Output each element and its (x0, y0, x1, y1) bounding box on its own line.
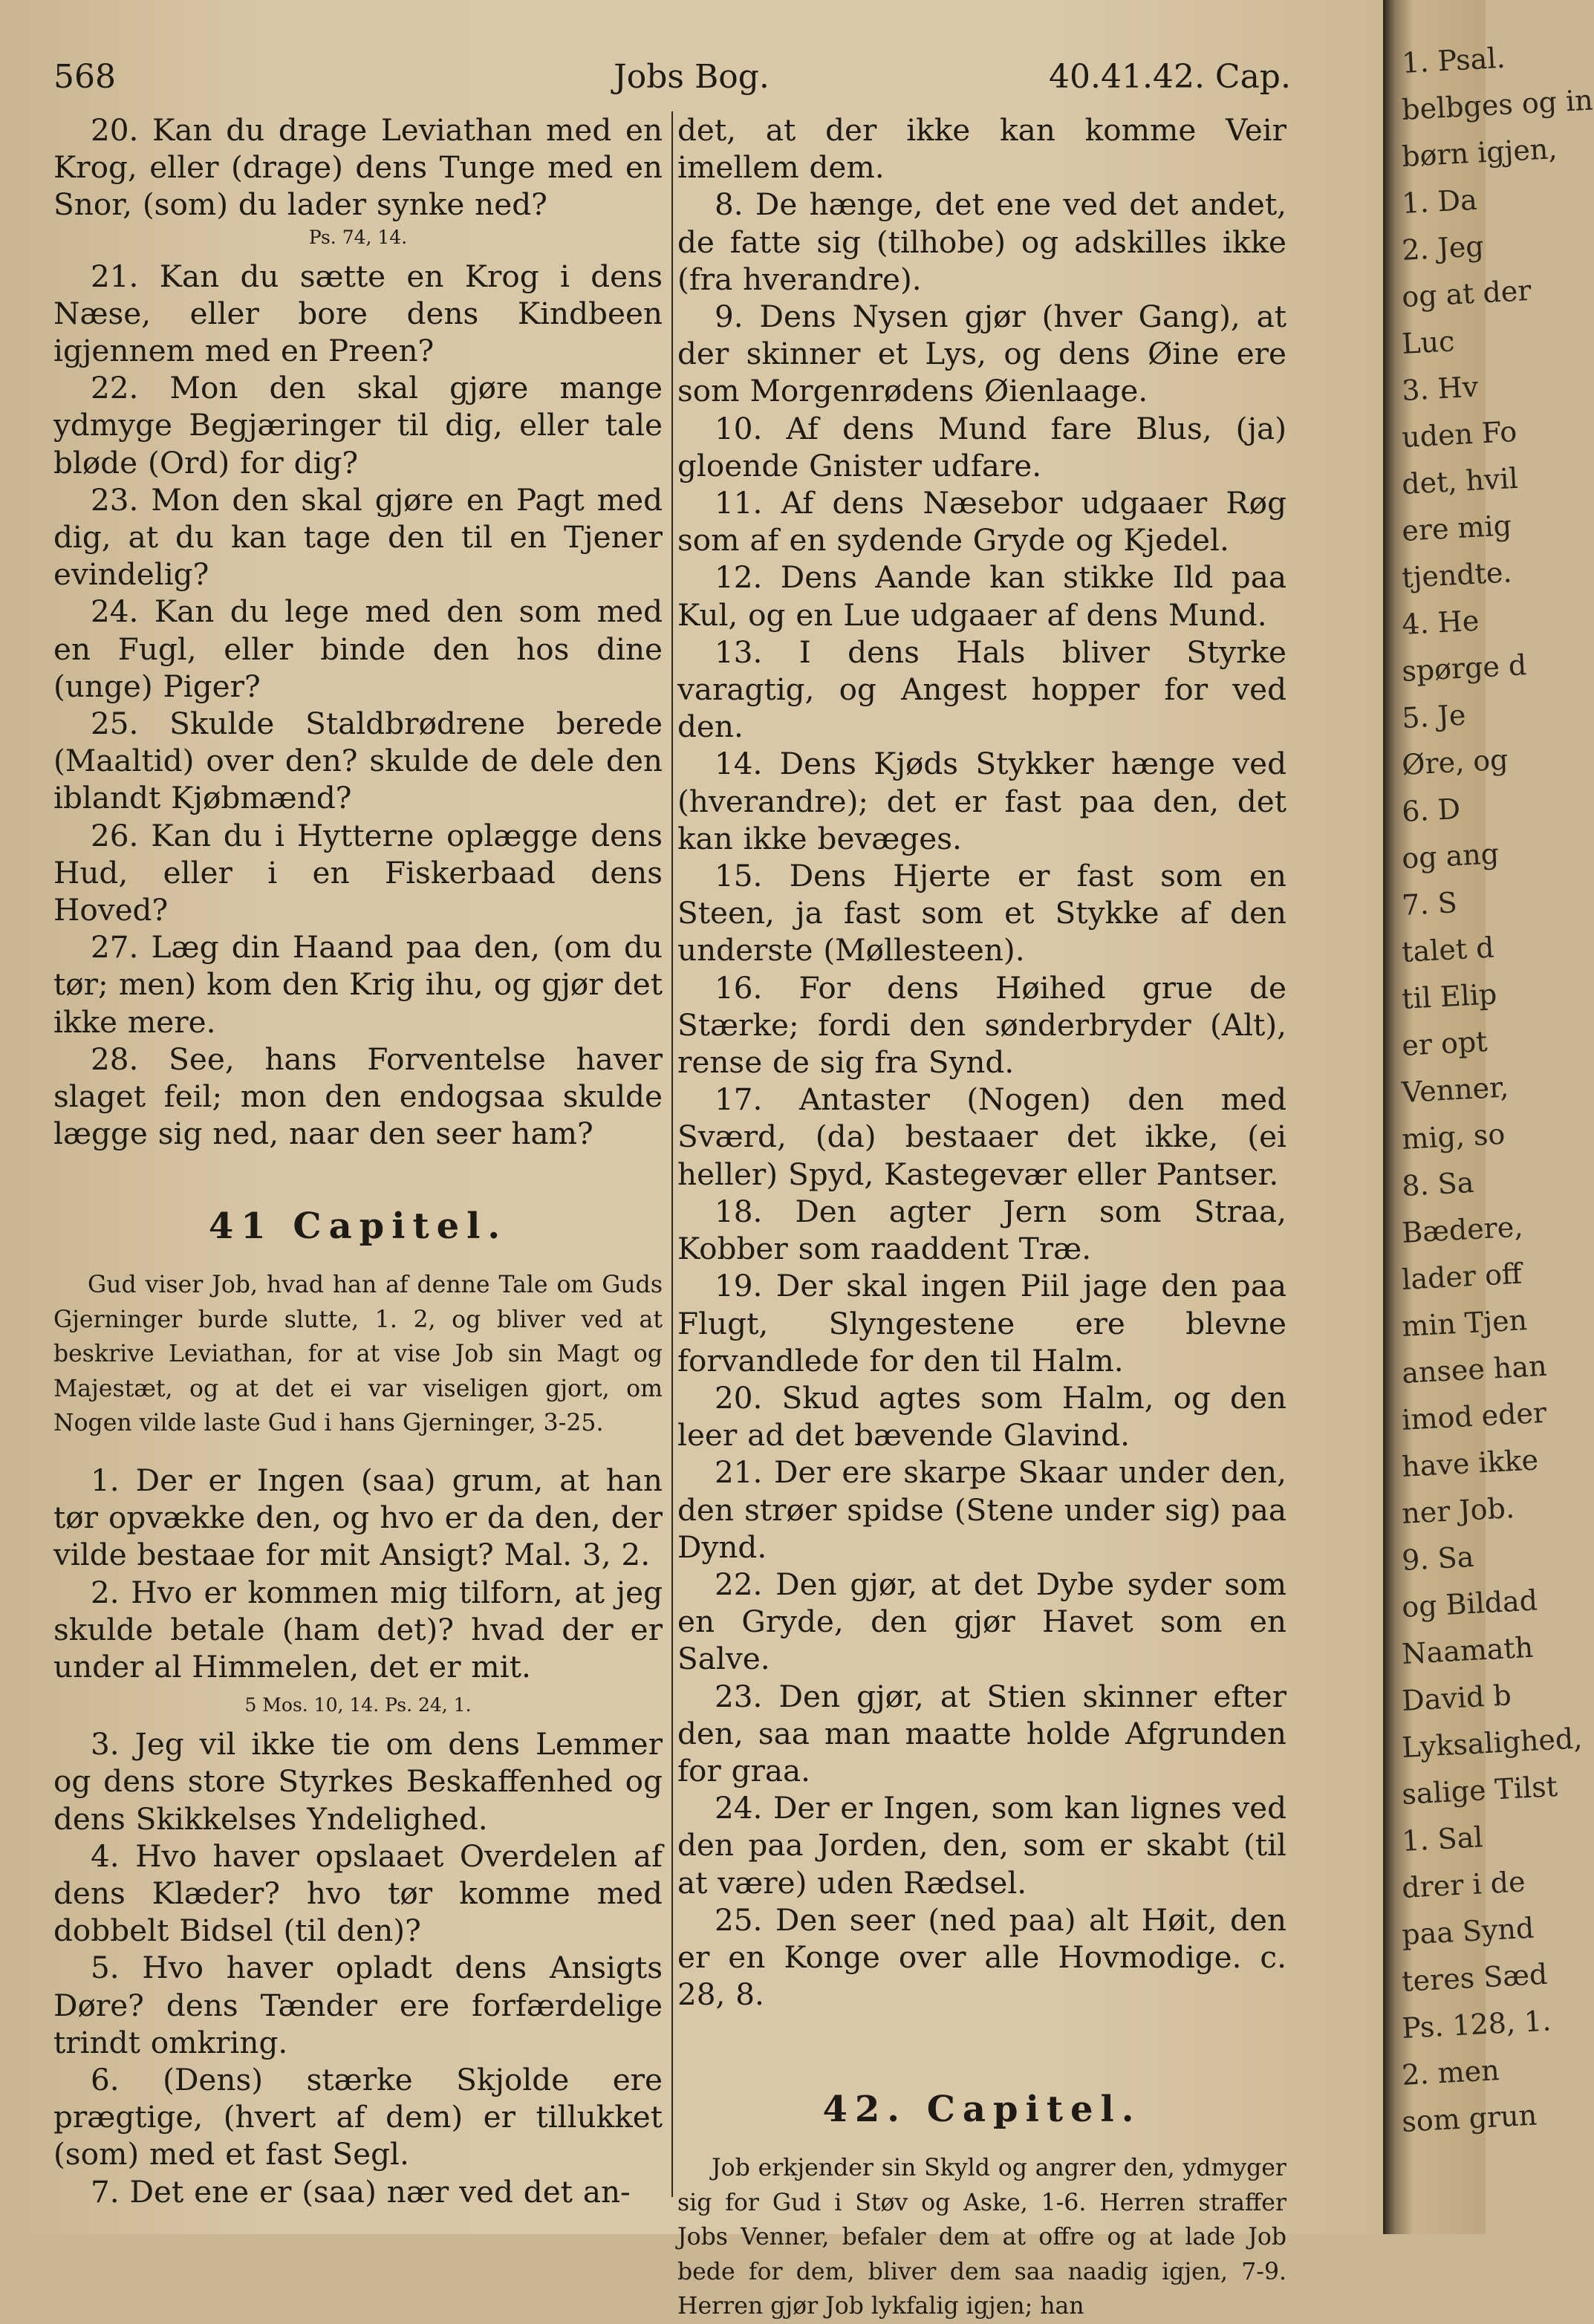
chapter-range: 40.41.42. Cap. (1049, 58, 1291, 96)
chapter-summary: Job erkjender sin Skyld og angrer den, ydmyger sig for Gud i Støv og Aske, 1-6. Herren straffer Jobs Venner, befaler dem at offre og at lade Job bede for dem, bliver dem saa naadig igjen, 7-9. Herren gjør Job lykfalig igjen; han (677, 2155, 1286, 2320)
verse: 1. Der er Ingen (saa) grum, at han tør opvække den, og hvo er da den, der vilde bestaae for mit Ansigt? Mal. 3, 2. (53, 1462, 663, 1573)
adjacent-page-edge (1383, 0, 1594, 2234)
adjacent-page-fragment: 2. Jeg (1401, 230, 1485, 267)
verse: 11. Af dens Næsebor udgaaer Røg som af en sydende Gryde og Kjedel. (677, 485, 1286, 559)
adjacent-page-fragment: børn igjen, (1401, 132, 1558, 173)
verse: 24. Der er Ingen, som kan lignes ved den paa Jorden, den, som er skabt (til at være) uden Rædsel. (677, 1790, 1286, 1901)
adjacent-page-fragment: 6. D (1401, 792, 1462, 828)
verse: 16. For dens Høihed grue de Stærke; fordi den sønderbryder (Alt), rense de sig fra Synd. (677, 969, 1286, 1081)
verse: 20. Kan du drage Leviathan med en Krog, eller (drage) dens Tunge med en Snor, (som) du lader synke ned? (53, 112, 663, 223)
verse: 14. Dens Kjøds Stykker hænge ved (hverandre); det er fast paa den, det kan ikke bevæges. (677, 746, 1286, 856)
verse: 20. Skud agtes som Halm, og den leer ad det bævende Glavind. (677, 1379, 1286, 1454)
verse: 9. Dens Nysen gjør (hver Gang), at der skinner et Lys, og dens Øine ere som Morgenrødens Øienlaage. (677, 299, 1286, 409)
adjacent-page-fragment: salige Tilst (1401, 1770, 1558, 1811)
adjacent-page-fragment: 9. Sa (1401, 1540, 1475, 1577)
adjacent-page-fragment: tjendte. (1401, 556, 1513, 594)
adjacent-page-fragment: Venner, (1401, 1070, 1510, 1109)
adjacent-page-fragment: belbges og in (1401, 83, 1594, 126)
verse: 27. Læg din Haand paa den, (om du tør; men) kom den Krig ihu, og gjør det ikke mere. (53, 929, 663, 1040)
verse: 22. Den gjør, at det Dybe syder som en Gryde, den gjør Havet som en Salve. (677, 1566, 1286, 1677)
adjacent-page-fragment: David b (1401, 1679, 1512, 1717)
verse: 12. Dens Aande kan stikke Ild paa Kul, og en Lue udgaaer af dens Mund. (677, 559, 1286, 633)
adjacent-page-fragment: imod eder (1401, 1396, 1548, 1436)
adjacent-page-fragment: Ps. 128, 1. (1401, 2004, 1552, 2045)
adjacent-page-fragment: 3. Hv (1401, 370, 1480, 407)
chapter-summary: Gud viser Job, hvad han af denne Tale om Guds Gjerninger burde slutte, 1. 2, og bliver ved at beskrive Leviathan, for at vise Job sin Magt og Majestæt, og at det ei var viseligen gjort, om Nogen vilde laste Gud i hans Gjerninger, 3-25. (53, 1272, 663, 1437)
adjacent-page-fragment: og Bildad (1401, 1583, 1539, 1624)
adjacent-page-fragment: 1. Sal (1401, 1820, 1484, 1858)
left-column (53, 111, 663, 2210)
adjacent-page-fragment: 5. Je (1401, 698, 1467, 735)
verse-continuation: det, at der ikke kan komme Veir imellem dem. (677, 112, 1286, 186)
adjacent-page-fragment: teres Sæd (1401, 1957, 1549, 1998)
adjacent-page-fragment: talet d (1401, 931, 1495, 969)
verse: 2. Hvo er kommen mig tilforn, at jeg skulde betale (ham det)? hvad der er under al Himmelen, det er mit. (53, 1574, 663, 1685)
verse: 23. Den gjør, at Stien skinner efter den, saa man maatte holde Afgrunden for graa. (677, 1678, 1286, 1788)
verse: 22. Mon den skal gjøre mange ydmyge Begjæringer til dig, eller tale bløde (Ord) for dig? (53, 370, 663, 481)
adjacent-page-fragment: ere mig (1401, 509, 1512, 547)
adjacent-page-fragment: Luc (1401, 325, 1456, 360)
verse: 17. Antaster (Nogen) den med Sværd, (da) bestaaer det ikke, (ei heller) Spyd, Kastegevær eller Pantser. (677, 1081, 1286, 1192)
verse: 15. Dens Hjerte er fast som en Steen, ja fast som et Stykke af den underste (Møllesteen). (677, 858, 1286, 969)
verse: 8. De hænge, det ene ved det andet, de fatte sig (tilhobe) og adskilles ikke (fra hverandre). (677, 186, 1286, 297)
adjacent-page-fragment: 1. Psal. (1401, 41, 1506, 79)
verse: 6. (Dens) stærke Skjolde ere prægtige, (hvert af dem) er tillukket (som) med et fast Segl. (53, 2062, 663, 2172)
verse: 18. Den agter Jern som Straa, Kobber som raaddent Træ. (677, 1193, 1286, 1267)
chapter-heading: 42. Capitel. (822, 2089, 1142, 2131)
verse: 5. Hvo haver opladt dens Ansigts Døre? dens Tænder ere forfærdelige trindt omkring. (53, 1950, 663, 2060)
cross-reference: 5 Mos. 10, 14. Ps. 24, 1. (244, 1694, 472, 1716)
verse: 10. Af dens Mund fare Blus, (ja) gloende Gnister udfare. (677, 410, 1286, 484)
page-number: 568 (53, 58, 116, 96)
right-column (677, 111, 1286, 2324)
adjacent-page-fragment: er opt (1401, 1024, 1489, 1062)
adjacent-page-fragment: det, hvil (1401, 461, 1519, 501)
adjacent-page-fragment: Naamath (1401, 1630, 1535, 1670)
adjacent-page-fragment: 2. men (1401, 2054, 1500, 2092)
adjacent-page-fragment: uden Fo (1401, 414, 1518, 454)
verse: 25. Skulde Staldbrødrene berede (Maaltid) over den? skulde de dele den iblandt Kjøbmænd? (53, 706, 663, 816)
adjacent-page-fragment: 8. Sa (1401, 1165, 1475, 1202)
verse: 21. Kan du sætte en Krog i dens Næse, eller bore dens Kindbeen igjennem med en Preen? (53, 258, 663, 369)
verse: 3. Jeg vil ikke tie om dens Lemmer og dens store Styrkes Beskaffenhed og dens Skikkelses Yndelighed. (53, 1726, 663, 1837)
adjacent-page-fragment: spørge d (1401, 648, 1528, 688)
adjacent-page-fragment: som grun (1401, 2098, 1538, 2138)
cross-reference: Ps. 74, 14. (308, 226, 408, 248)
adjacent-page-fragment: ansee han (1401, 1349, 1548, 1390)
verse: 21. Der ere skarpe Skaar under den, den strøer spidse (Stene under sig) paa Dynd. (677, 1454, 1286, 1565)
verse: 23. Mon den skal gjøre en Pagt med dig, at du kan tage den til en Tjener evindelig? (53, 481, 663, 593)
verse: 19. Der skal ingen Piil jage den paa Flugt, Slyngestene ere blevne forvandlede for den til Halm. (677, 1268, 1286, 1379)
adjacent-page-fragment: ner Job. (1401, 1491, 1515, 1530)
adjacent-page-fragment: til Elip (1401, 977, 1498, 1015)
adjacent-page-fragment: have ikke (1401, 1443, 1540, 1483)
verse: 24. Kan du lege med den som med en Fugl, eller binde den hos dine (unge) Piger? (53, 593, 663, 704)
verse: 4. Hvo haver opslaaet Overdelen af dens Klæder? hvo tør komme med dobbelt Bidsel (til den)? (53, 1838, 663, 1949)
verse: 26. Kan du i Hytterne oplægge dens Hud, eller i en Fiskerbaad dens Hoved? (53, 817, 663, 928)
running-title: Jobs Bog. (614, 58, 770, 96)
verse: 7. Det ene er (saa) nær ved det an- (91, 2173, 631, 2210)
adjacent-page-fragment: 1. Da (1401, 183, 1478, 220)
verse: 25. Den seer (ned paa) alt Høit, den er en Konge over alle Hovmodige. c. 28, 8. (677, 1901, 1286, 2013)
adjacent-page-fragment: 4. He (1401, 604, 1480, 641)
verse: 28. See, hans Forventelse haver slaget feil; mon den endogsaa skulde lægge sig ned, naar den seer ham? (53, 1041, 663, 1152)
adjacent-page-fragment: og ang (1401, 837, 1500, 875)
adjacent-page-fragment: 7. S (1401, 886, 1458, 922)
adjacent-page-fragment: drer i de (1401, 1865, 1526, 1904)
column-divider (671, 111, 673, 2197)
adjacent-page-fragment: Bædere, (1401, 1210, 1524, 1249)
adjacent-page-fragment: Øre, og (1401, 743, 1509, 781)
adjacent-page-fragment: lader off (1401, 1257, 1523, 1296)
chapter-heading: 41 Capitel. (208, 1205, 508, 1248)
adjacent-page-fragment: min Tjen (1401, 1303, 1529, 1343)
adjacent-page-fragment: mig, so (1401, 1117, 1506, 1156)
adjacent-page-fragment: paa Synd (1401, 1911, 1535, 1951)
adjacent-page-fragment: og at der (1401, 273, 1532, 313)
verse: 13. I dens Hals bliver Styrke varagtig, og Angest hopper for ved den. (677, 634, 1286, 745)
adjacent-page-fragment: Lyksalighed, (1401, 1722, 1584, 1764)
